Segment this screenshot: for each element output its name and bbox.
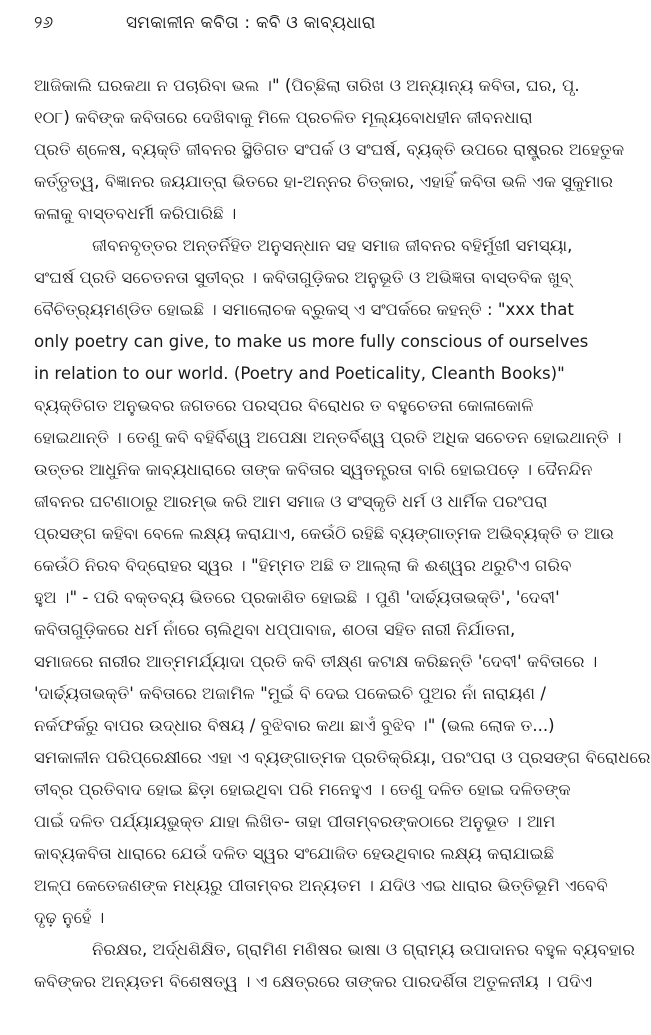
text-line: କବିଙ୍କର ଅନ୍ୟତମ ବିଶେଷତ୍ୱ । ଏ କ୍ଷେତ୍ରରେ ତାଙ୍କର ପାରଦର୍ଶିତା ଅତୁଳନୀୟ । ପଦିଏ — [34, 972, 593, 991]
text-line: ନର୍କଫର୍କରୁ ବାପର ଉଦ୍ଧାର ବିଷୟ / ବୁଝିବାର କଥା ଛାଏଁ ବୁଝିବ ।" (ଭଲ ଲୋକ ତ...) — [34, 716, 555, 735]
text-line: 'ଦାର୍ଢ୍ୟତାଭକ୍ତି' କବିତାରେ ଅଜାମିଳ "ମୁଇଁ ବି ଦେଇ ପକେଇଚି ପୁଅର ନାଁ ନାରାୟଣ / — [34, 684, 546, 703]
text-line: ଆଜିକାଲି ଘରକଥା ନ ପଚାରିବା ଭଲ ।" (ପିଚ୍ଛିଲା ତାରିଖ ଓ ଅନ୍ୟାନ୍ୟ କବିତା, ଘର, ପୃ. — [34, 76, 580, 95]
quote-line: only poetry can give, to make us more fully conscious of ourselves — [34, 332, 589, 351]
text-line: କର୍ତ୍ତୃତ୍ୱ, ବିଜ୍ଞାନର ଜୟଯାତ୍ରା ଭିତରେ ହା-ଅନ୍ନର ଚିତ୍କାର, ଏହାହିଁ କବିତା ଭଳି ଏକ ସୁକୁମାର — [34, 172, 614, 191]
text-line: ଦୃଢ଼ ନୁହେଁ । — [34, 908, 105, 927]
running-title: ସମକାଳୀନ କବିତା : କବି ଓ କାବ୍ୟଧାରା — [126, 13, 376, 33]
paragraph-start-line: ନିରକ୍ଷର, ଅର୍ଦ୍ଧଶିକ୍ଷିତ, ଗ୍ରାମିଣ ମଣିଷର ଭାଷା ଓ ଗ୍ରାମ୍ୟ ଉପାଦାନର ବହୁଳ ବ୍ୟବହାର — [92, 940, 635, 959]
text-line: କବିତାଗୁଡ଼ିକରେ ଧର୍ମ ନାଁରେ ଚାଲିଥିବା ଧପ୍ପାବାଜ, ଶଠତା ସହିତ ନାରୀ ନିର୍ଯାତନା, — [34, 620, 516, 639]
text-line: କେଉଁଠି ନିରବ ବିଦ୍ରୋହର ସ୍ୱର । "ହିମ୍ମତ ଅଛି ତ ଆଲ୍ଲା କି ଈଶ୍ୱର ଥରୁଟିଏ ଗରିବ — [34, 556, 572, 575]
running-header — [34, 8, 568, 44]
text-line: ୧୦୮) କବିଙ୍କ କବିତାରେ ଦେଖିବାକୁ ମିଳେ ପ୍ରଚଳିତ ମୂଲ୍ୟବୋଧହୀନ ଜୀବନଧାରା — [34, 108, 533, 127]
text-line: ପ୍ରସଙ୍ଗ କହିବା ବେଳେ ଲକ୍ଷ୍ୟ କରାଯାଏ, କେଉଁଠି ରହିଛି ବ୍ୟଙ୍ଗାତ୍ମକ ଅଭିବ୍ୟକ୍ତି ତ ଆଉ — [34, 524, 615, 543]
body-text — [34, 70, 651, 998]
text-line: ଅଳ୍ପ କେତେଜଣଙ୍କ ମଧ୍ୟରୁ ପୀତାମ୍ବର ଅନ୍ୟତମ । ଯଦିଓ ଏଇ ଧାରାର ଭିତ୍ତିଭୂମି ଏବେବି — [34, 876, 608, 895]
text-line: ଉତ୍ତର ଆଧୁନିକ କାବ୍ୟଧାରାରେ ତାଙ୍କ କବିତାର ସ୍ୱତନ୍ତ୍ରତା ବାରି ହୋଇପଡ଼େ । ଦୈନନ୍ଦିନ — [34, 460, 593, 479]
text-line: ବୈଚିତ୍ର୍ୟମଣ୍ଡିତ ହୋଇଛି । ସମାଲୋଚକ ବ୍ରୁକସ୍ ଏ ସଂପର୍କରେ କହନ୍ତି : "xxx that — [34, 300, 574, 319]
text-line: ବ୍ୟକ୍ତିଗତ ଅନୁଭବର ଜଗତରେ ପରସ୍ପର ବିରୋଧର ତ ବହୁଚେତନା କୋଳାକୋଳି — [34, 396, 534, 415]
text-line: ଜୀବନର ଘଟଣାଠାରୁ ଆରମ୍ଭ କରି ଆମ ସମାଜ ଓ ସଂସ୍କୃତି ଧର୍ମ ଓ ଧାର୍ମିକ ପରଂପରା — [34, 492, 548, 511]
text-line: ସମକାଳୀନ ପରିପ୍ରେକ୍ଷୀରେ ଏହା ଏ ବ୍ୟଙ୍ଗାତ୍ମକ ପ୍ରତିକ୍ରିୟା, ପରଂପରା ଓ ପ୍ରସଙ୍ଗ ବିରୋଧରେ — [34, 748, 651, 767]
text-line: ପାଇଁ ଦଳିତ ପର୍ଯ୍ୟାୟଭୁକ୍ତ ଯାହା ଲିଖିତ- ତାହା ପୀତାମ୍ବରଙ୍କଠାରେ ଅନୁଭୂତ । ଆମ — [34, 812, 556, 831]
text-line: ତୀବ୍ର ପ୍ରତିବାଦ ହୋଇ ଛିଡ଼ା ହୋଇଥିବା ପରି ମନେହୁଏ । ତେଣୁ ଦଳିତ ହୋଇ ଦଳିତଙ୍କ — [34, 780, 571, 799]
text-line: କାବ୍ୟକବିତା ଧାରାରେ ଯେଉଁ ଦଳିତ ସ୍ୱର ସଂଯୋଜିତ ହେଉଥିବାର ଲକ୍ଷ୍ୟ କରାଯାଇଛି — [34, 844, 555, 863]
text-line: ହୁଅ ।" - ପରି ବକ୍ତବ୍ୟ ଭିତରେ ପ୍ରକାଶିତ ହୋଇଛି । ପୁଣି 'ଦାର୍ଢ୍ୟତାଭକ୍ତି', 'ଦେବୀ' — [34, 588, 560, 607]
paragraph-start-line: ଜୀବନବୃତ୍ତର ଅନ୍ତର୍ନିହିତ ଅନୁସନ୍ଧାନ ସହ ସମାଜ ଜୀବନର ବହିର୍ମୁଖୀ ସମସ୍ୟା, — [92, 236, 573, 255]
text-line: କଳାକୁ ବାସ୍ତବଧର୍ମୀ କରିପାରିଛି । — [34, 204, 237, 223]
text-line: ହୋଇଥାନ୍ତି । ତେଣୁ କବି ବହିର୍ବିଶ୍ୱ ଅପେକ୍ଷା ଅନ୍ତର୍ବିଶ୍ୱ ପ୍ରତି ଅଧିକ ସଚେତନ ହୋଇଥାନ୍ତି । — [34, 428, 622, 447]
quote-line: in relation to our world. (Poetry and Poeticality, Cleanth Books)" — [34, 364, 565, 383]
text-line: ସମାଜରେ ନାରୀର ଆତ୍ମମର୍ଯ୍ୟାଦା ପ୍ରତି କବି ତୀକ୍ଷ୍ଣ କଟାକ୍ଷ କରିଛନ୍ତି 'ଦେବୀ' କବିତାରେ । — [34, 652, 598, 671]
page-number: ୨୬ — [34, 13, 54, 33]
text-line: ପ୍ରତି ଶ୍ଳେଷ, ବ୍ୟକ୍ତି ଜୀବନର ସ୍ଥିତିଗତ ସଂପର୍କ ଓ ସଂଘର୍ଷ, ବ୍ୟକ୍ତି ଉପରେ ରାଷ୍ଟ୍ରର ଅହେତୁକ — [34, 140, 625, 159]
text-line: ସଂଘର୍ଷ ପ୍ରତି ସଚେତନତା ସୁତୀବ୍ର । କବିତାଗୁଡ଼ିକର ଅନୁଭୂତି ଓ ଅଭିଜ୍ଞତା ବାସ୍ତବିକ ଖୁବ୍ — [34, 268, 572, 287]
